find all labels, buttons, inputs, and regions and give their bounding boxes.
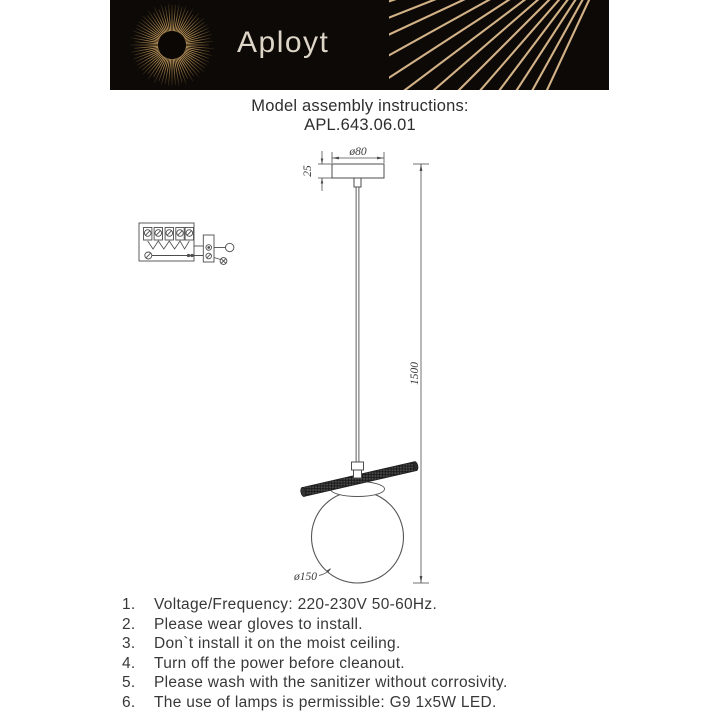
list-item-text: Please wash with the sanitizer without corrosivity. bbox=[154, 674, 508, 692]
list-item bbox=[122, 615, 642, 635]
brand-text: Aployt bbox=[237, 26, 330, 59]
list-item-text: Please wear gloves to install. bbox=[154, 615, 363, 633]
page-title: Model assembly instructions: bbox=[251, 97, 469, 115]
brand-banner bbox=[110, 0, 609, 90]
wiring-diagram bbox=[133, 218, 243, 280]
list-item-number: 1. bbox=[122, 596, 136, 613]
dim-label-total-length: 1500 bbox=[409, 362, 421, 385]
list-item-text: Turn off the power before cleanout. bbox=[154, 654, 405, 672]
list-item-text: Voltage/Frequency: 220-230V 50-60Hz. bbox=[154, 596, 438, 613]
dim-label-canopy-height: 25 bbox=[302, 165, 314, 177]
ray-fan-decoration-icon bbox=[389, 0, 609, 90]
lamp-technical-drawing bbox=[275, 138, 445, 598]
dim-label-sphere-diameter: ø150 bbox=[294, 571, 317, 583]
list-item-text: Don`t install it on the moist ceiling. bbox=[154, 635, 401, 653]
list-item bbox=[122, 595, 642, 615]
model-number: APL.643.06.01 bbox=[304, 116, 416, 134]
starburst-logo-icon bbox=[110, 0, 234, 90]
list-item-number: 4. bbox=[122, 654, 136, 672]
list-item bbox=[122, 654, 642, 674]
list-item-number: 5. bbox=[122, 674, 136, 692]
title-block bbox=[0, 97, 720, 135]
list-item bbox=[122, 693, 642, 713]
list-item-number: 6. bbox=[122, 693, 136, 711]
list-item bbox=[122, 673, 642, 693]
list-item-number: 2. bbox=[122, 615, 136, 633]
dim-label-top-diameter: ø80 bbox=[349, 146, 367, 158]
list-item-number: 3. bbox=[122, 635, 136, 653]
instructions-list bbox=[122, 595, 642, 713]
list-item bbox=[122, 634, 642, 654]
list-item-text: The use of lamps is permissible: G9 1x5W LED. bbox=[154, 693, 497, 711]
